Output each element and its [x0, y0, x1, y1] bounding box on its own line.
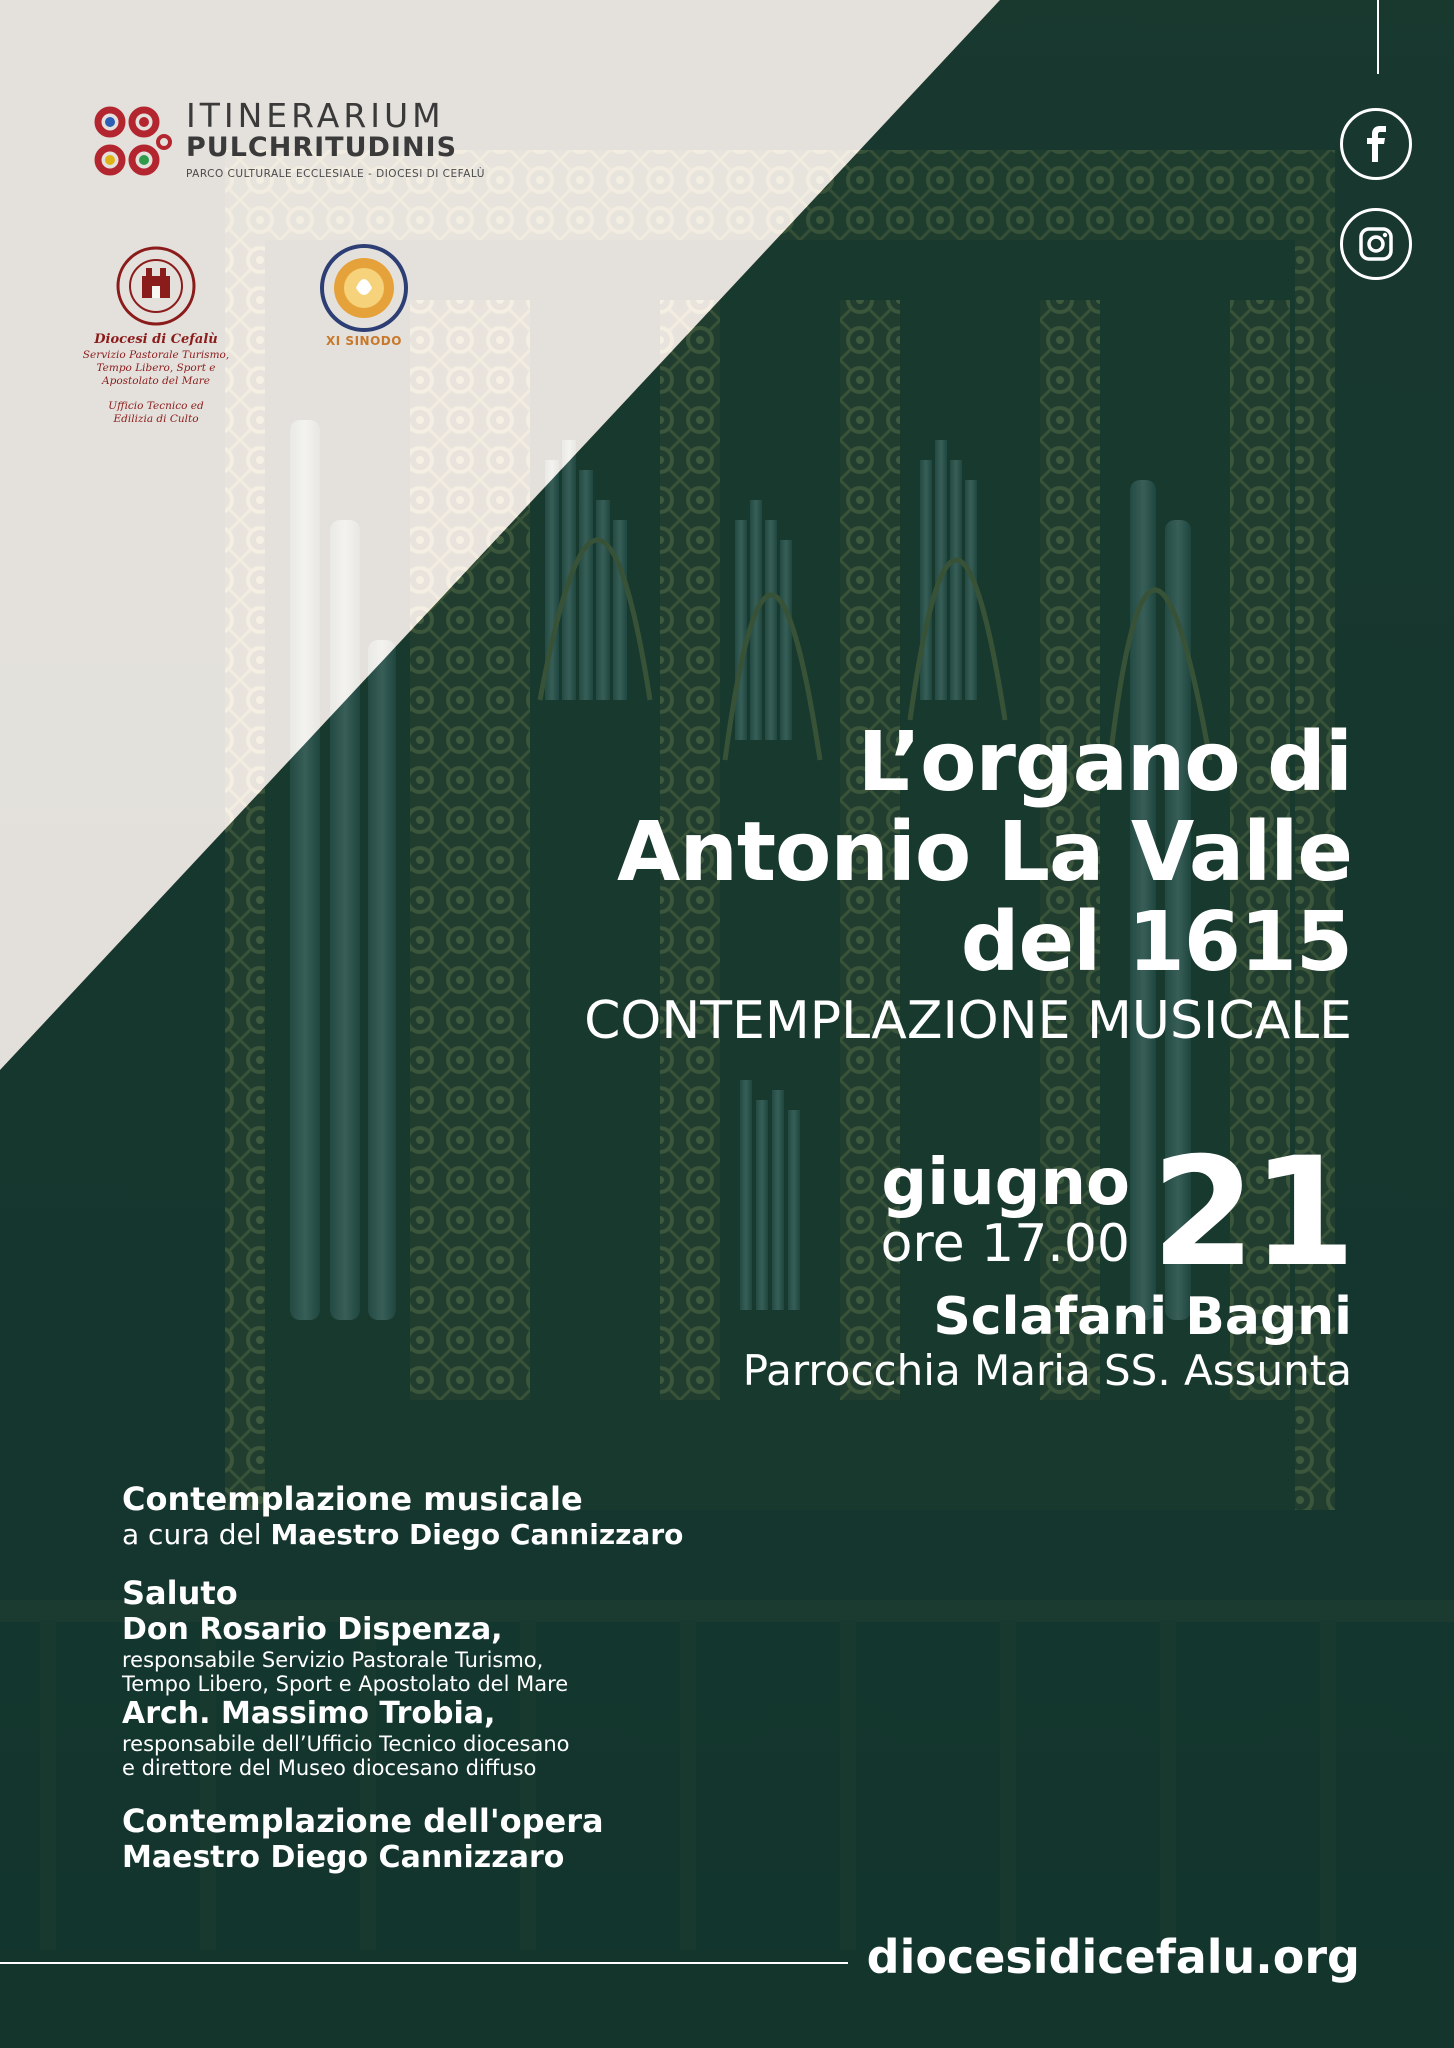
logo-title-line1: ITINERARIUM [186, 96, 445, 135]
speaker-name: Arch. Massimo Trobia, [122, 1696, 496, 1731]
speaker-role: Tempo Libero, Sport e Apostolato del Mare [122, 1672, 569, 1696]
headline-line1: L’organo di [857, 715, 1352, 810]
speaker-role: responsabile Servizio Pastorale Turismo, [122, 1648, 544, 1672]
event-day: 21 [1151, 1126, 1352, 1300]
instagram-link[interactable] [1340, 208, 1412, 280]
facebook-link[interactable] [1340, 108, 1412, 180]
event-time: ore 17.00 [880, 1214, 1130, 1274]
synod-emblem-icon [316, 240, 412, 336]
speaker-role: responsabile dell’Ufficio Tecnico diocesano [122, 1732, 570, 1756]
event-month: giugno [881, 1146, 1130, 1220]
headline-subtitle: CONTEMPLAZIONE MUSICALE [584, 991, 1352, 1051]
event-date-block [742, 1126, 1352, 1396]
website-link[interactable]: diocesidicefalu.org [866, 1930, 1360, 1984]
divider-line [1377, 0, 1379, 74]
facebook-icon [1361, 126, 1391, 162]
synod-label: XI SINODO [326, 334, 402, 348]
speaker-name: Don Rosario Dispenza, [122, 1612, 503, 1647]
diocese-name: Diocesi di Cefalù [94, 332, 218, 347]
footer-divider [0, 1962, 848, 1964]
program-item-prefix: a cura del [122, 1518, 262, 1551]
event-town: Sclafani Bagni [933, 1287, 1352, 1347]
headline-line3: del 1615 [960, 895, 1352, 990]
event-headline [584, 715, 1352, 1052]
program-item-performer: Maestro Diego Cannizzaro [270, 1518, 684, 1551]
logo-tagline: PARCO CULTURALE ECCLESIALE - DIOCESI DI CEFALÙ [186, 168, 485, 180]
diocese-service: Servizio Pastorale Turismo, Tempo Libero, Sport e Apostolato del Mare [82, 349, 230, 387]
date-row [743, 1126, 1352, 1300]
speaker-role: e direttore del Museo diocesano diffuso [122, 1756, 537, 1780]
program-item-performer: Maestro Diego Cannizzaro [122, 1840, 565, 1875]
itinerarium-mark-icon [92, 102, 174, 184]
itinerarium-logo [92, 96, 522, 186]
program-item-detail [122, 1518, 683, 1552]
event-program [122, 1480, 683, 1876]
headline-line2: Antonio La Valle [616, 805, 1352, 900]
synod-logo [316, 240, 412, 348]
instagram-icon [1359, 227, 1393, 261]
diocese-seal-icon [116, 246, 196, 326]
program-item-title: Saluto [122, 1574, 238, 1612]
program-item-title: Contemplazione dell'opera [122, 1802, 604, 1840]
diocese-logo [76, 246, 236, 426]
logo-title-line2: PULCHRITUDINIS [186, 132, 458, 163]
program-item-title: Contemplazione musicale [122, 1480, 583, 1518]
event-church: Parrocchia Maria SS. Assunta [742, 1346, 1352, 1395]
diocese-office: Ufficio Tecnico ed Edilizia di Culto [108, 400, 204, 425]
